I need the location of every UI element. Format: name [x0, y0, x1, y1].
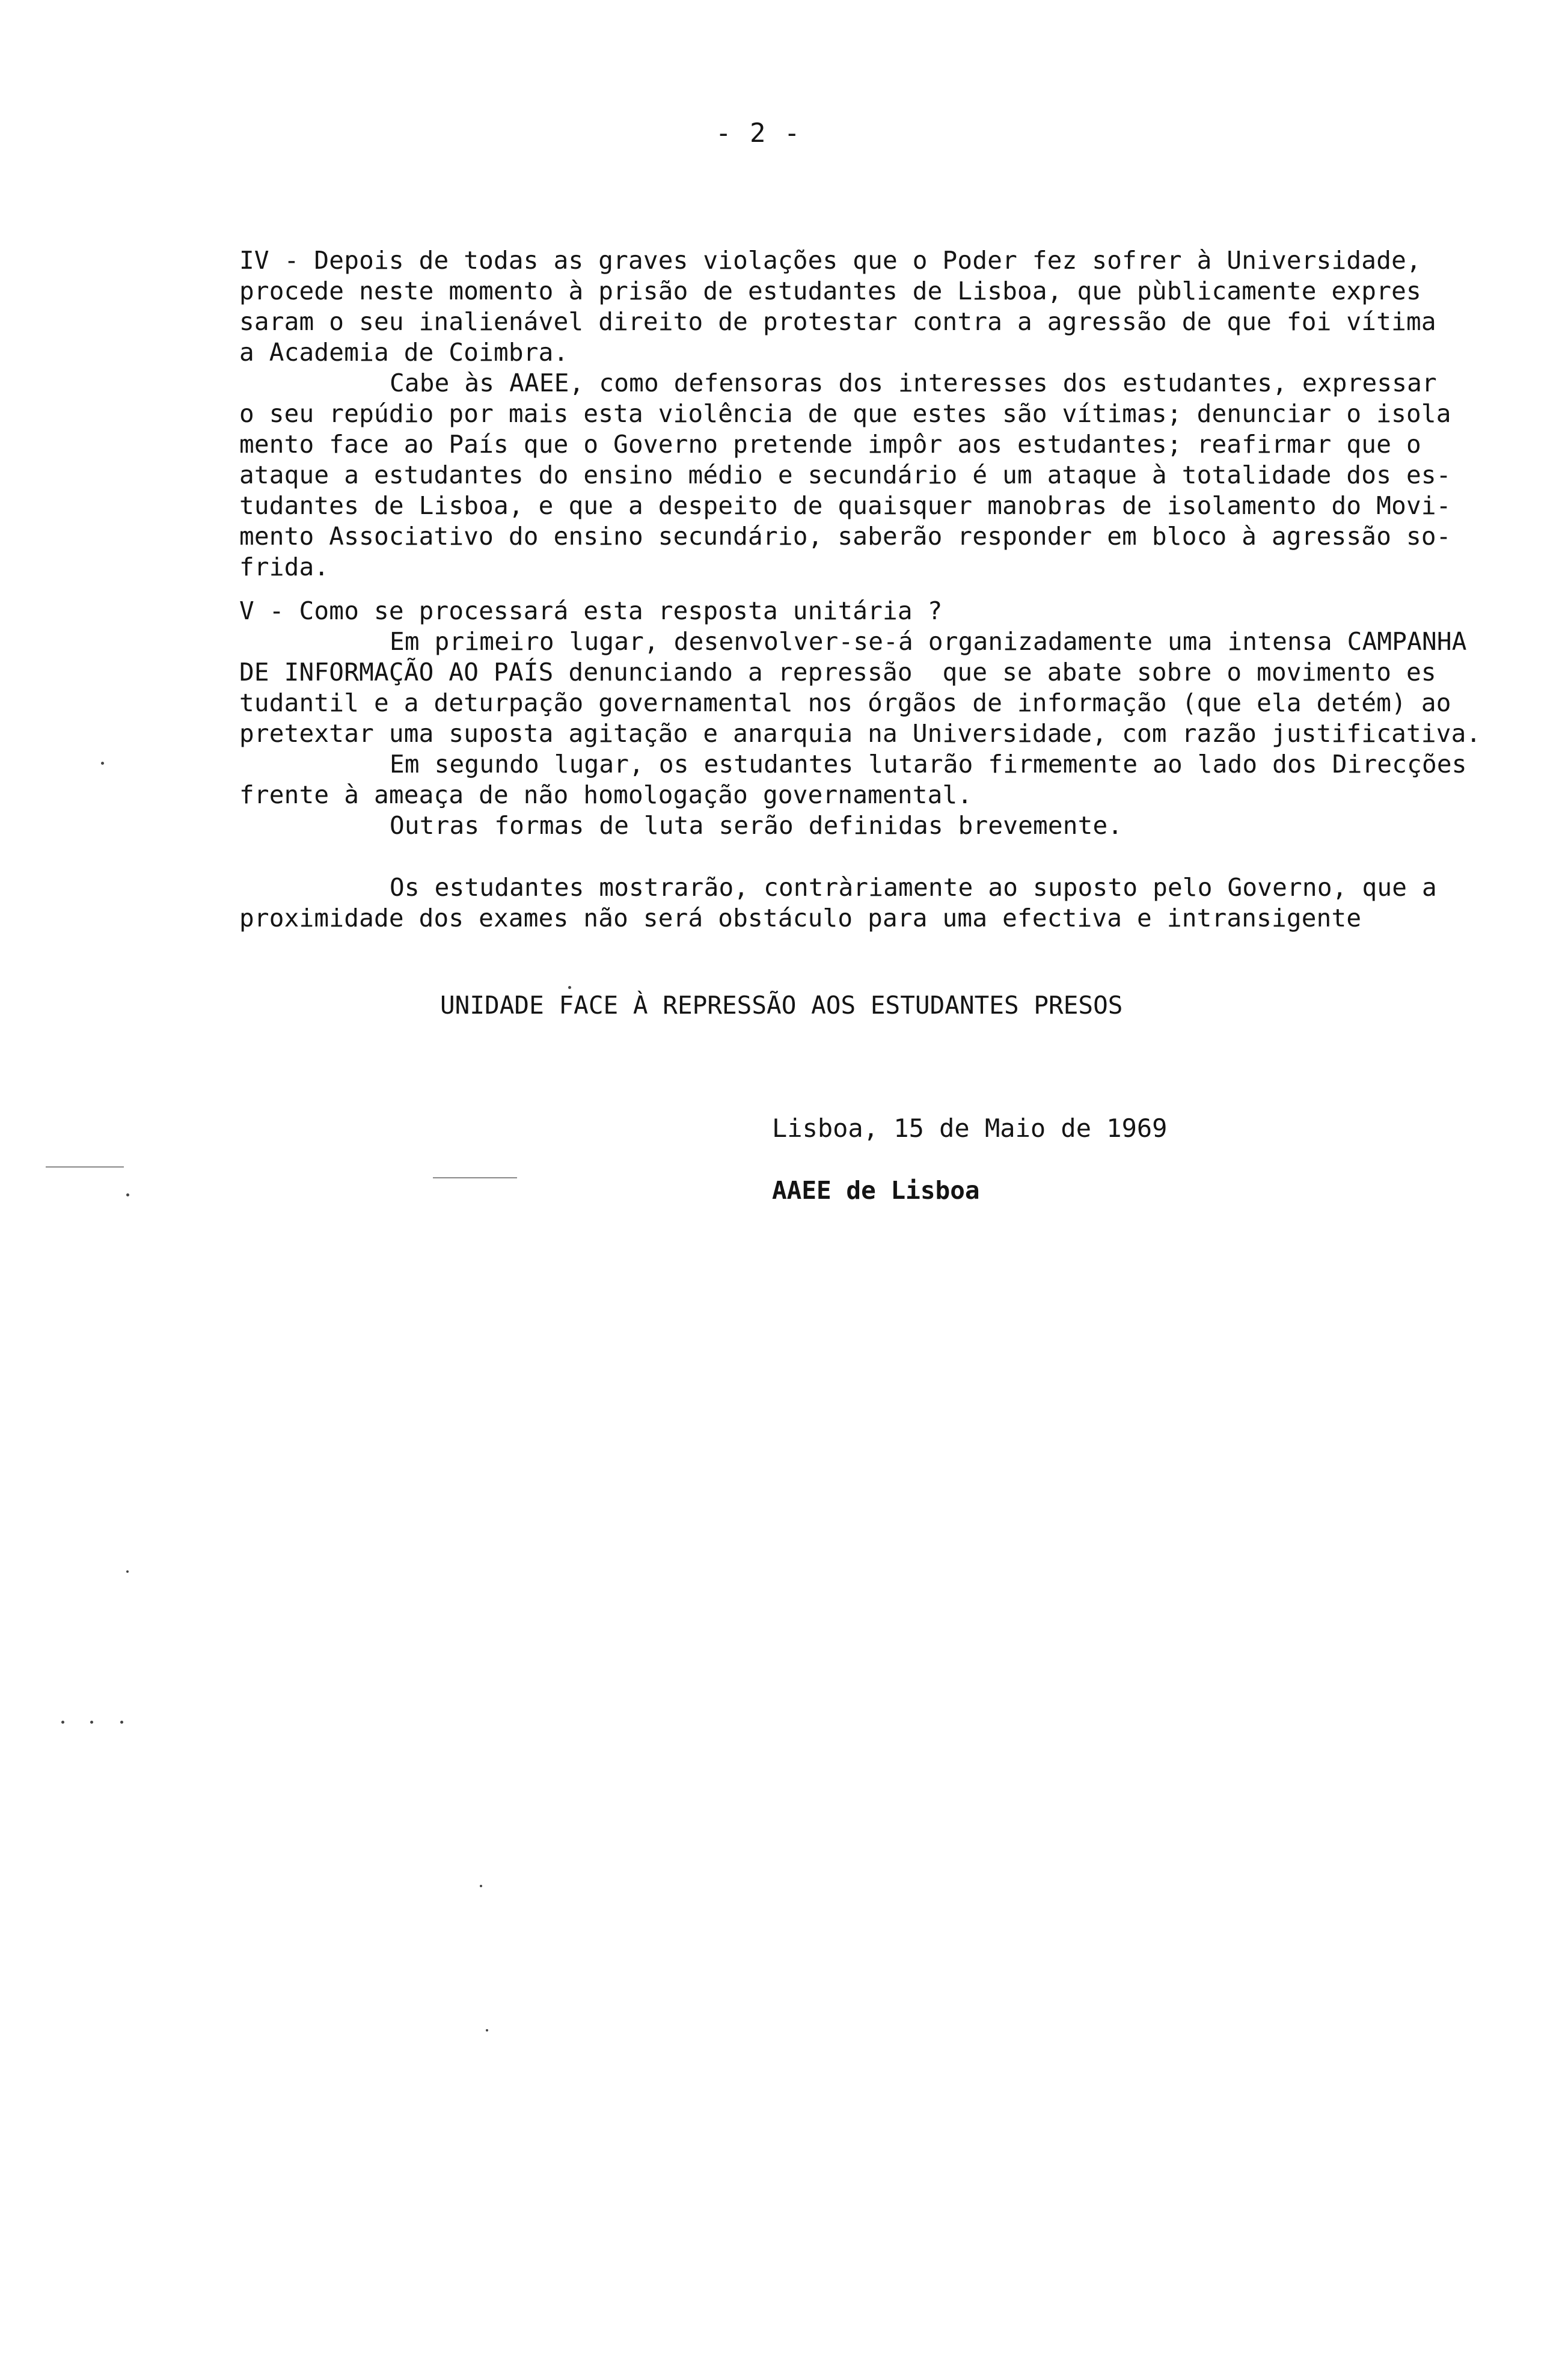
paragraph-gap: [239, 841, 1490, 872]
text-line: a Academia de Coimbra.: [239, 338, 569, 367]
paragraph-gap: [239, 583, 1490, 596]
text-line: Os estudantes mostrarão, contràriamente ao suposto pelo Governo, que a: [390, 873, 1437, 902]
scan-speck: [61, 1721, 64, 1724]
date-line: Lisboa, 15 de Maio de 1969: [772, 1113, 1168, 1143]
scan-mark: [433, 1177, 517, 1178]
section-iv: [239, 245, 1490, 368]
text-line: Em primeiro lugar, desenvolver-se-á organizadamente uma intensa CAMPANHA: [390, 627, 1467, 656]
scan-speck: [568, 986, 571, 989]
scan-mark: [46, 1166, 124, 1168]
text-line: Cabe às AAEE, como defensoras dos interesses dos estudantes, expressar: [390, 369, 1437, 397]
text-line: frida.: [239, 553, 329, 581]
section-v-question: V - Como se processará esta resposta unitária ?: [239, 596, 943, 625]
scan-speck: [126, 1570, 129, 1573]
text-line: proximidade dos exames não será obstáculo para uma efectiva e intransigente: [239, 904, 1362, 932]
scan-speck: [90, 1721, 93, 1724]
scan-speck: [126, 1193, 129, 1196]
scan-speck: [486, 2029, 488, 2032]
section-v: [239, 596, 1490, 841]
text-line: IV - Depois de todas as graves violações que o Poder fez sofrer à Universidade,: [239, 246, 1421, 275]
document-body: [239, 245, 1490, 934]
text-line: frente à ameaça de não homologação governamental.: [239, 780, 973, 809]
text-line: tudantil e a deturpação governamental nos órgãos de informação (que ela detém) ao: [239, 688, 1451, 717]
scan-speck: [101, 762, 104, 765]
text-line: procede neste momento à prisão de estudantes de Lisboa, que pùblicamente expres: [239, 277, 1421, 305]
text-line: tudantes de Lisboa, e que a despeito de quaisquer manobras de isolamento do Movi-: [239, 491, 1451, 520]
page-number: - 2 -: [715, 118, 801, 148]
text-line: mento face ao País que o Governo pretende impôr aos estudantes; reafirmar que o: [239, 430, 1421, 459]
scan-speck: [480, 1885, 482, 1887]
section-iv-paragraph-2: [239, 368, 1490, 583]
text-line: ataque a estudantes do ensino médio e secundário é um ataque à totalidade dos es-: [239, 461, 1451, 489]
scan-speck: [120, 1721, 123, 1724]
text-line: o seu repúdio por mais esta violência de que estes são vítimas; denunciar o isola: [239, 399, 1451, 428]
slogan: UNIDADE FACE À REPRESSÃO AOS ESTUDANTES PRESOS: [440, 991, 1123, 1020]
text-line: pretextar uma suposta agitação e anarquia na Universidade, com razão justificativa.: [239, 719, 1481, 748]
closing-paragraph: [239, 872, 1490, 934]
text-line: mento Associativo do ensino secundário, saberão responder em bloco à agressão so-: [239, 522, 1451, 551]
text-line: DE INFORMAÇÃO AO PAÍS denunciando a repressão que se abate sobre o movimento es: [239, 658, 1436, 687]
text-line: saram o seu inalienável direito de protestar contra a agressão de que foi vítima: [239, 307, 1436, 336]
text-line: Outras formas de luta serão definidas brevemente.: [390, 811, 1123, 840]
text-line: Em segundo lugar, os estudantes lutarão firmemente ao lado dos Direcções: [390, 750, 1467, 779]
signature: AAEE de Lisboa: [772, 1176, 980, 1205]
